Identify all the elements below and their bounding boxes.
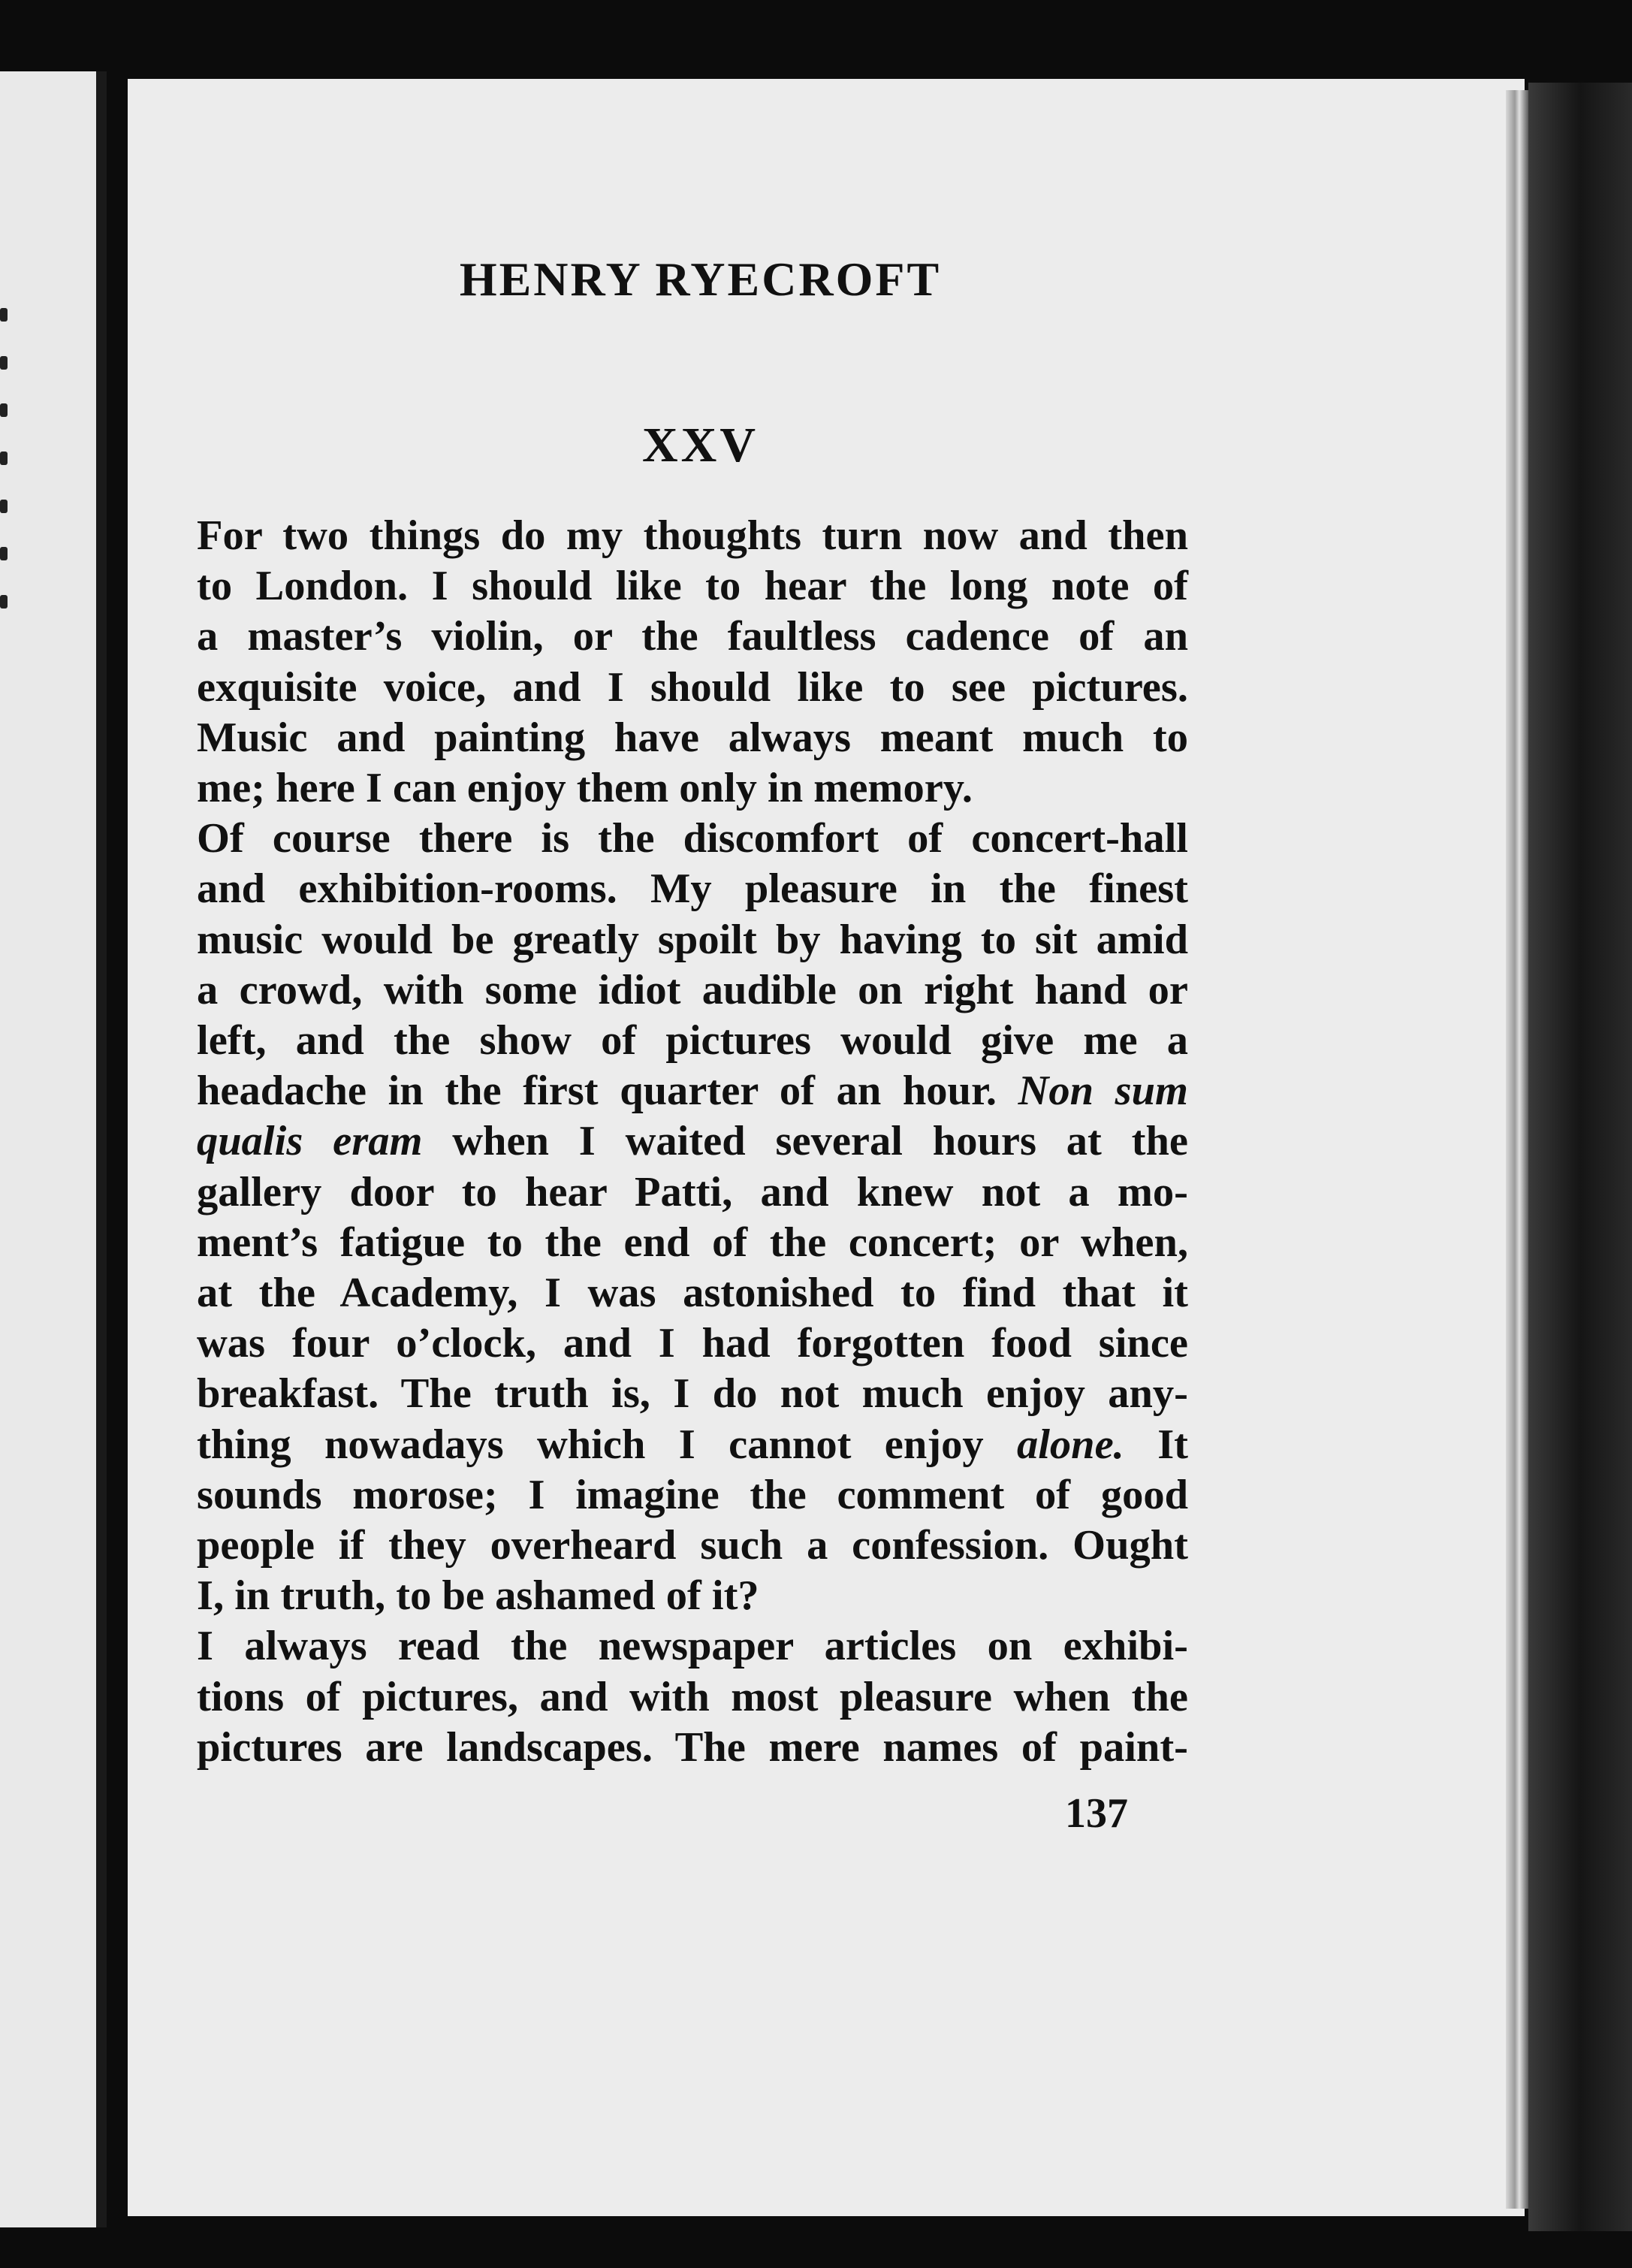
text-line: and exhibition-rooms. My pleasure in the finest: [197, 865, 1188, 913]
text-line: people if they overheard such a confession. Ought: [197, 1522, 1188, 1569]
text-line: was four o’clock, and I had forgotten food since: [197, 1320, 1188, 1367]
text-line: breakfast. The truth is, I do not much enjoy any-: [197, 1370, 1188, 1418]
text-line: music would be greatly spoilt by having to sit amid: [197, 916, 1188, 963]
book-edge: [1528, 83, 1632, 2231]
text-line: at the Academy, I was astonished to find that it: [197, 1270, 1188, 1317]
text-line: left, and the show of pictures would give me a: [197, 1017, 1188, 1065]
page-number: 137: [1065, 1790, 1128, 1837]
emphasis-word: alone.: [1016, 1421, 1124, 1468]
text-line: Music and painting have always meant much to: [197, 714, 1188, 761]
text-line: to London. I should like to hear the long note of: [197, 563, 1188, 610]
text-line: headache in the first quarter of an hour. Non sum: [197, 1068, 1188, 1115]
latin-phrase: Non sum: [1018, 1068, 1188, 1115]
body-text: [197, 511, 1188, 1773]
text-line: tions of pictures, and with most pleasure when the: [197, 1673, 1188, 1720]
text-line: gallery door to hear Patti, and knew not a mo-: [197, 1168, 1188, 1216]
text-line: Of course there is the discomfort of concert-hall: [197, 815, 1188, 862]
gutter: [96, 71, 107, 2227]
running-head: HENRY RYECROFT: [459, 252, 942, 306]
chapter-number: XXV: [642, 418, 759, 473]
facing-page: [0, 71, 98, 2227]
text-line: exquisite voice, and I should like to see pictures.: [197, 663, 1188, 711]
text-line: a master’s violin, or the faultless cadence of an: [197, 613, 1188, 660]
facing-page-text-edge: [0, 308, 11, 609]
text-line: thing nowadays which I cannot enjoy alone. It: [197, 1421, 1188, 1468]
text-line: a crowd, with some idiot audible on right hand or: [197, 966, 1188, 1013]
text-line: For two things do my thoughts turn now and then: [197, 512, 1188, 559]
text-line: I, in truth, to be ashamed of it?: [197, 1572, 759, 1620]
text-line: pictures are landscapes. The mere names of paint-: [197, 1723, 1188, 1771]
latin-phrase: qualis eram: [197, 1118, 423, 1165]
text-line: qualis eram when I waited several hours at the: [197, 1118, 1188, 1165]
text-line: I always read the newspaper articles on exhibi-: [197, 1623, 1188, 1670]
page-edge: [1506, 90, 1528, 2209]
text-line: sounds morose; I imagine the comment of good: [197, 1471, 1188, 1518]
text-line: me; here I can enjoy them only in memory.: [197, 765, 973, 812]
text-line: ment’s fatigue to the end of the concert; or when,: [197, 1219, 1188, 1266]
